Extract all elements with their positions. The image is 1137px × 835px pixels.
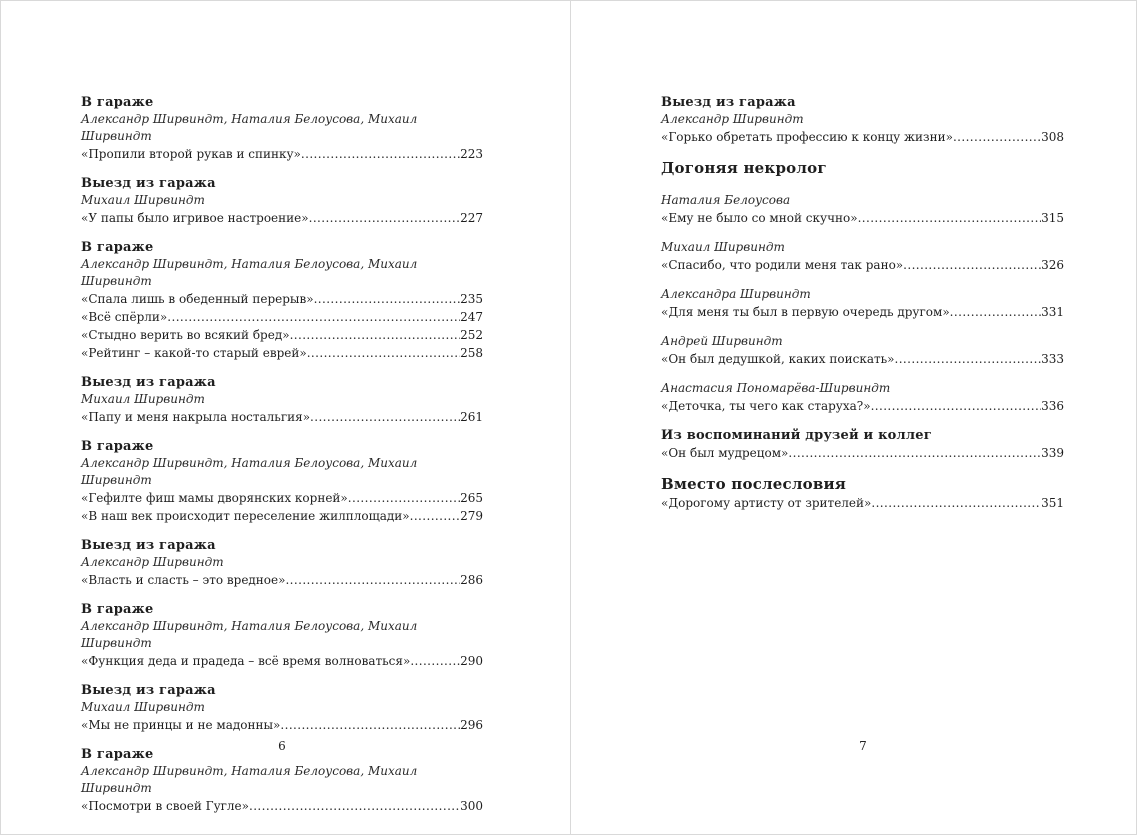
toc-entry[interactable]	[81, 290, 483, 308]
entry-page: 265	[460, 491, 483, 505]
entry-page: 296	[460, 718, 483, 732]
section-title: Выезд из гаража	[81, 683, 216, 698]
toc-entry[interactable]	[81, 209, 483, 227]
dot-leader	[285, 571, 460, 589]
entry-page: 351	[1041, 496, 1064, 510]
entry-page: 315	[1041, 211, 1064, 225]
toc-section	[661, 427, 1064, 462]
section-author: Александр Ширвиндт, Наталия Белоусова, Михаил Ширвиндт	[81, 764, 418, 795]
section-title: В гараже	[81, 747, 154, 762]
entry-title: «Всё спёрли»	[81, 310, 168, 324]
toc-section	[661, 286, 1064, 321]
entry-page: 326	[1041, 258, 1064, 272]
entry-page: 261	[460, 410, 483, 424]
section-author: Михаил Ширвиндт	[81, 193, 205, 207]
toc-entry[interactable]	[661, 444, 1064, 462]
entry-title: «Он был мудрецом»	[661, 446, 789, 460]
entry-title: «Гефилте фиш мамы дворянских корней»	[81, 491, 348, 505]
dot-leader	[953, 128, 1041, 146]
entry-title: «Ему не было со мной скучно»	[661, 211, 858, 225]
entry-title: «Власть и сласть – это вредное»	[81, 573, 286, 587]
toc-entry[interactable]	[81, 145, 483, 163]
toc-entry[interactable]	[661, 397, 1064, 415]
toc-section	[661, 239, 1064, 274]
section-author: Михаил Ширвиндт	[81, 700, 205, 714]
dot-leader	[858, 209, 1042, 227]
toc-section	[661, 333, 1064, 368]
section-author: Александр Ширвиндт, Наталия Белоусова, Михаил Ширвиндт	[81, 619, 418, 650]
dot-leader	[950, 303, 1041, 321]
section-author: Михаил Ширвиндт	[81, 392, 205, 406]
toc-section	[81, 601, 483, 670]
dot-leader	[903, 256, 1041, 274]
toc-entry[interactable]	[81, 507, 483, 525]
toc-entry[interactable]	[81, 408, 483, 426]
entry-title: «Папу и меня накрыла ностальгия»	[81, 410, 311, 424]
section-author: Наталия Белоусова	[661, 193, 791, 207]
section-author: Анастасия Пономарёва-Ширвиндт	[661, 381, 891, 395]
section-author: Андрей Ширвиндт	[661, 334, 783, 348]
dot-leader	[307, 344, 460, 362]
section-author: Александр Ширвиндт, Наталия Белоусова, Михаил Ширвиндт	[81, 112, 418, 143]
toc-left	[81, 94, 483, 815]
entry-title: «Пропили второй рукав и спинку»	[81, 147, 301, 161]
section-title: Выезд из гаража	[81, 375, 216, 390]
dot-leader	[348, 489, 460, 507]
dot-leader	[314, 290, 461, 308]
toc-section	[661, 192, 1064, 227]
entry-page: 286	[460, 573, 483, 587]
entry-title: «Спасибо, что родили меня так рано»	[661, 258, 904, 272]
section-title: В гараже	[81, 602, 154, 617]
toc-entry[interactable]	[81, 308, 483, 326]
toc-section	[81, 239, 483, 362]
toc-entry[interactable]	[661, 256, 1064, 274]
entry-title: «В наш век происходит переселение жилплощади»	[81, 509, 410, 523]
page-number: 7	[859, 739, 867, 753]
section-title: Выезд из гаража	[81, 176, 216, 191]
dot-leader	[310, 408, 460, 426]
section-author: Михаил Ширвиндт	[661, 240, 785, 254]
dot-leader	[167, 308, 460, 326]
toc-entry[interactable]	[81, 326, 483, 344]
toc-entry[interactable]	[661, 303, 1064, 321]
dot-leader	[309, 209, 460, 227]
entry-page: 339	[1041, 446, 1064, 460]
page-number: 6	[278, 739, 286, 753]
dot-leader	[895, 350, 1042, 368]
section-title: В гараже	[81, 240, 154, 255]
section-author: Александр Ширвиндт, Наталия Белоусова, Михаил Ширвиндт	[81, 257, 418, 288]
right-page	[570, 0, 1137, 835]
dot-leader	[410, 652, 460, 670]
entry-title: «Посмотри в своей Гугле»	[81, 799, 249, 813]
toc-entry[interactable]	[81, 344, 483, 362]
dot-leader	[290, 326, 461, 344]
entry-page: 308	[1041, 130, 1064, 144]
toc-entry[interactable]	[661, 350, 1064, 368]
entry-title: «Горько обретать профессию к концу жизни»	[661, 130, 953, 144]
section-author: Александр Ширвиндт, Наталия Белоусова, Михаил Ширвиндт	[81, 456, 418, 487]
toc-entry[interactable]	[661, 209, 1064, 227]
entry-page: 336	[1041, 399, 1064, 413]
dot-leader	[249, 797, 460, 815]
dot-leader	[301, 145, 460, 163]
dot-leader	[871, 397, 1042, 415]
entry-title: «Дорогому артисту от зрителей»	[661, 496, 872, 510]
entry-page: 223	[460, 147, 483, 161]
entry-title: «Для меня ты был в первую очередь другом»	[661, 305, 950, 319]
entry-page: 258	[460, 346, 483, 360]
toc-section	[661, 94, 1064, 146]
toc-entry[interactable]	[81, 652, 483, 670]
toc-section	[81, 746, 483, 815]
toc-section	[81, 374, 483, 426]
dot-leader	[788, 444, 1041, 462]
section-title: Выезд из гаража	[81, 538, 216, 553]
toc-section	[81, 94, 483, 163]
toc-part	[661, 158, 1064, 178]
entry-title: «Стыдно верить во всякий бред»	[81, 328, 290, 342]
toc-right	[661, 94, 1064, 512]
section-title: В гараже	[81, 439, 154, 454]
section-author: Александра Ширвиндт	[661, 287, 811, 301]
toc-entry[interactable]	[661, 128, 1064, 146]
entry-page: 333	[1041, 352, 1064, 366]
section-title: В гараже	[81, 95, 154, 110]
entry-title: «Функция деда и прадеда – всё время волноваться»	[81, 654, 411, 668]
entry-title: «У папы было игривое настроение»	[81, 211, 309, 225]
entry-page: 235	[460, 292, 483, 306]
toc-section	[81, 438, 483, 525]
toc-section	[661, 380, 1064, 415]
entry-page: 252	[460, 328, 483, 342]
toc-section	[661, 474, 1064, 512]
toc-entry[interactable]	[81, 716, 483, 734]
entry-title: «Рейтинг – какой-то старый еврей»	[81, 346, 307, 360]
section-title: Выезд из гаража	[661, 95, 796, 110]
section-title: Из воспоминаний друзей и коллег	[661, 428, 932, 443]
entry-title: «Он был дедушкой, каких поискать»	[661, 352, 895, 366]
part-title: Вместо послесловия	[661, 475, 847, 493]
dot-leader	[410, 507, 460, 525]
toc-entry[interactable]	[81, 571, 483, 589]
dot-leader	[871, 494, 1041, 512]
toc-section	[81, 537, 483, 589]
part-title: Догоняя некролог	[661, 159, 827, 177]
toc-entry[interactable]	[661, 494, 1064, 512]
section-author: Александр Ширвиндт	[661, 112, 804, 126]
section-author: Александр Ширвиндт	[81, 555, 224, 569]
entry-page: 331	[1041, 305, 1064, 319]
entry-page: 290	[460, 654, 483, 668]
dot-leader	[280, 716, 460, 734]
toc-section	[81, 682, 483, 734]
entry-title: «Мы не принцы и не мадонны»	[81, 718, 281, 732]
toc-entry[interactable]	[81, 489, 483, 507]
entry-page: 227	[460, 211, 483, 225]
entry-page: 279	[460, 509, 483, 523]
entry-page: 300	[460, 799, 483, 813]
entry-page: 247	[460, 310, 483, 324]
entry-title: «Деточка, ты чего как старуха?»	[661, 399, 871, 413]
toc-entry[interactable]	[81, 797, 483, 815]
toc-section	[81, 175, 483, 227]
entry-title: «Спала лишь в обеденный перерыв»	[81, 292, 314, 306]
